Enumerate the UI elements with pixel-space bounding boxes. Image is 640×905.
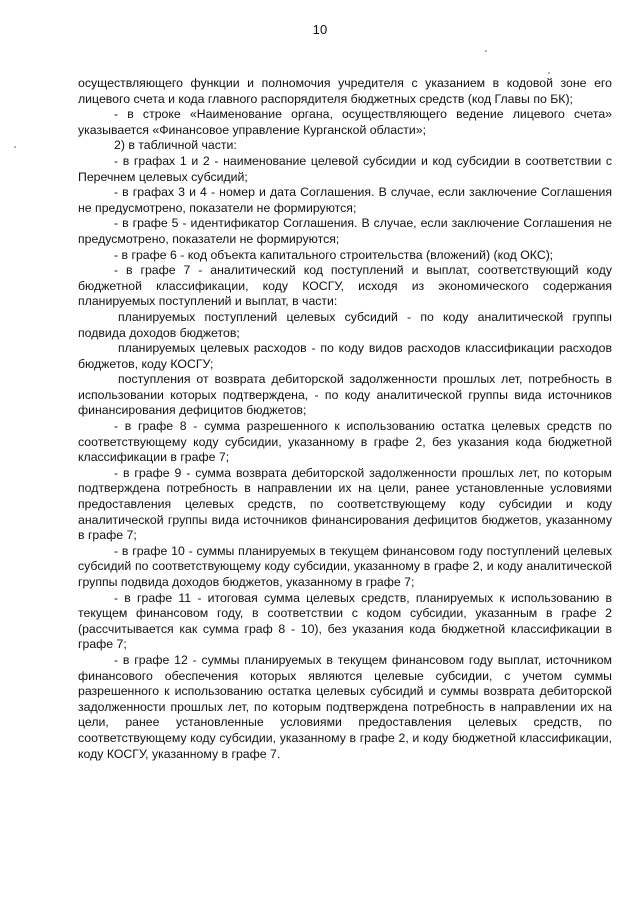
paragraph: поступления от возврата дебиторской задолженности прошлых лет, потребность в использовании которых подтверждена, - по коду аналитической группы вида источников финансирования дефицитов бюджетов;	[78, 372, 612, 418]
paragraph: - в графах 1 и 2 - наименование целевой субсидии и код субсидии в соответствии с Перечнем целевых субсидий;	[78, 153, 612, 184]
paragraph: - в графе 10 - суммы планируемых в текущем финансовом году поступлений целевых субсидий по соответствующему коду субсидии, указанному в графе 2, и коду аналитической группы подвида доходов бюджетов, указанному в графе 7;	[78, 543, 612, 589]
paragraph: - в графе 8 - сумма разрешенного к использованию остатка целевых средств по соответствующему коду субсидии, указанному в графе 2, без указания кода бюджетной классификации в графе 7;	[78, 419, 612, 465]
paragraph: - в графе 12 - суммы планируемых в текущем финансовом году выплат, источником финансового обеспечения которых являются целевые субсидии, с учетом суммы разрешенного к использованию остатка целевых субсидий и суммы возврата дебиторской задолженности прошлых лет, по которым подтверждена потребность в направлении их на цели, ранее установленные условиями предоставления целевых средств, по соответствующему коду субсидии, указанному в графе 2, и коду бюджетной классификации, коду КОСГУ, указанному в графе 7.	[78, 652, 612, 761]
document-body	[78, 76, 612, 762]
paragraph: планируемых поступлений целевых субсидий - по коду аналитической группы подвида доходов бюджетов;	[78, 309, 612, 340]
page-number: 10	[312, 22, 328, 37]
paragraph: - в графе 5 - идентификатор Соглашения. В случае, если заключение Соглашения не предусмотрено, показатели не формируются;	[78, 216, 612, 246]
scan-speck	[485, 50, 487, 52]
paragraph: 2) в табличной части:	[114, 138, 237, 153]
paragraph: планируемых целевых расходов - по коду видов расходов классификации расходов бюджетов, коду КОСГУ;	[78, 341, 612, 371]
scan-speck	[548, 72, 550, 74]
paragraph: - в строке «Наименование органа, осуществляющего ведение лицевого счета» указывается «Финансовое управление Курганской области»;	[78, 107, 612, 137]
paragraph: - в графе 6 - код объекта капитального строительства (вложений) (код ОКС);	[114, 247, 554, 262]
paragraph: - в графах 3 и 4 - номер и дата Соглашения. В случае, если заключение Соглашения не предусмотрено, показатели не формируются;	[78, 185, 612, 215]
paragraph: осуществляющего функции и полномочия учредителя с указанием в кодовой зоне его лицевого счета и кода главного распорядителя бюджетных средств (код Главы по БК);	[78, 76, 612, 106]
scan-speck	[14, 146, 16, 148]
paragraph: - в графе 11 - итоговая сумма целевых средств, планируемых к использованию в текущем финансовом году, в соответствии с кодом субсидии, указанным в графе 2 (рассчитывается как сумма граф 8 - 10), без указания кода бюджетной классификации в графе 7;	[78, 590, 612, 652]
paragraph: - в графе 7 - аналитический код поступлений и выплат, соответствующий коду бюджетной классификации, коду КОСГУ, исходя из экономического содержания планируемых поступлений и выплат, в части:	[78, 263, 612, 309]
paragraph: - в графе 9 - сумма возврата дебиторской задолженности прошлых лет, по которым подтверждена потребность в направлении их на цели, ранее установленные условиями предоставления целевых средств, по соответствующему коду субсидии и коду аналитической группы вида источников финансирования дефицитов бюджетов, указанному в графе 7;	[78, 465, 612, 543]
